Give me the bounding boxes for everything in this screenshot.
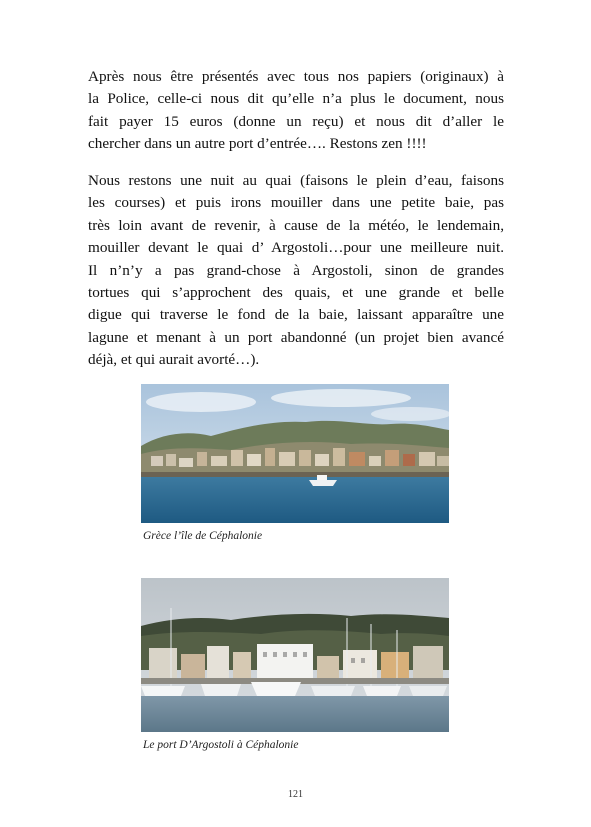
- photo-cephalonia-bay: [141, 384, 449, 523]
- figure-caption: Grèce l’île de Céphalonie: [143, 530, 263, 542]
- photo-argostoli-port: [141, 578, 449, 732]
- figure-caption: Le port D’Argostoli à Céphalonie: [143, 739, 299, 751]
- text-line: les courses) et puis irons mouiller dans une petite baie, pas: [88, 194, 504, 212]
- page-number: 121: [288, 789, 303, 800]
- paragraph-1: [88, 66, 504, 156]
- text-line: fait payer 15 euros (donne un reçu) et nous dit d’aller le: [88, 112, 504, 130]
- text-line: chercher dans un autre port d’entrée…. Restons zen !!!!: [88, 135, 427, 153]
- text-line: Nous restons une nuit au quai (faisons le plein d’eau, faisons: [88, 172, 504, 189]
- text-line: Après nous être présentés avec tous nos papiers (originaux) à: [88, 68, 504, 85]
- text-line: très loin avant de revenir, à cause de la météo, le lendemain,: [88, 216, 504, 234]
- text-line: Il n’n’y a pas grand-chose à Argostoli, sinon de grandes: [88, 261, 504, 279]
- text-line: mouiller devant le quai d’ Argostoli…pour une meilleure nuit.: [88, 239, 504, 257]
- text-line: tortues qui s’approchent des quais, et une grande et belle: [88, 284, 504, 302]
- text-line: digue qui traverse le fond de la baie, laissant apparaître une: [88, 306, 504, 324]
- text-line: lagune et menant à un port abandonné (un projet bien avancé: [88, 328, 504, 346]
- text-line: la Police, celle-ci nous dit qu’elle n’a plus le document, nous: [88, 90, 504, 108]
- paragraph-2: [88, 170, 504, 372]
- text-line: déjà, et qui aurait avorté…).: [88, 351, 260, 369]
